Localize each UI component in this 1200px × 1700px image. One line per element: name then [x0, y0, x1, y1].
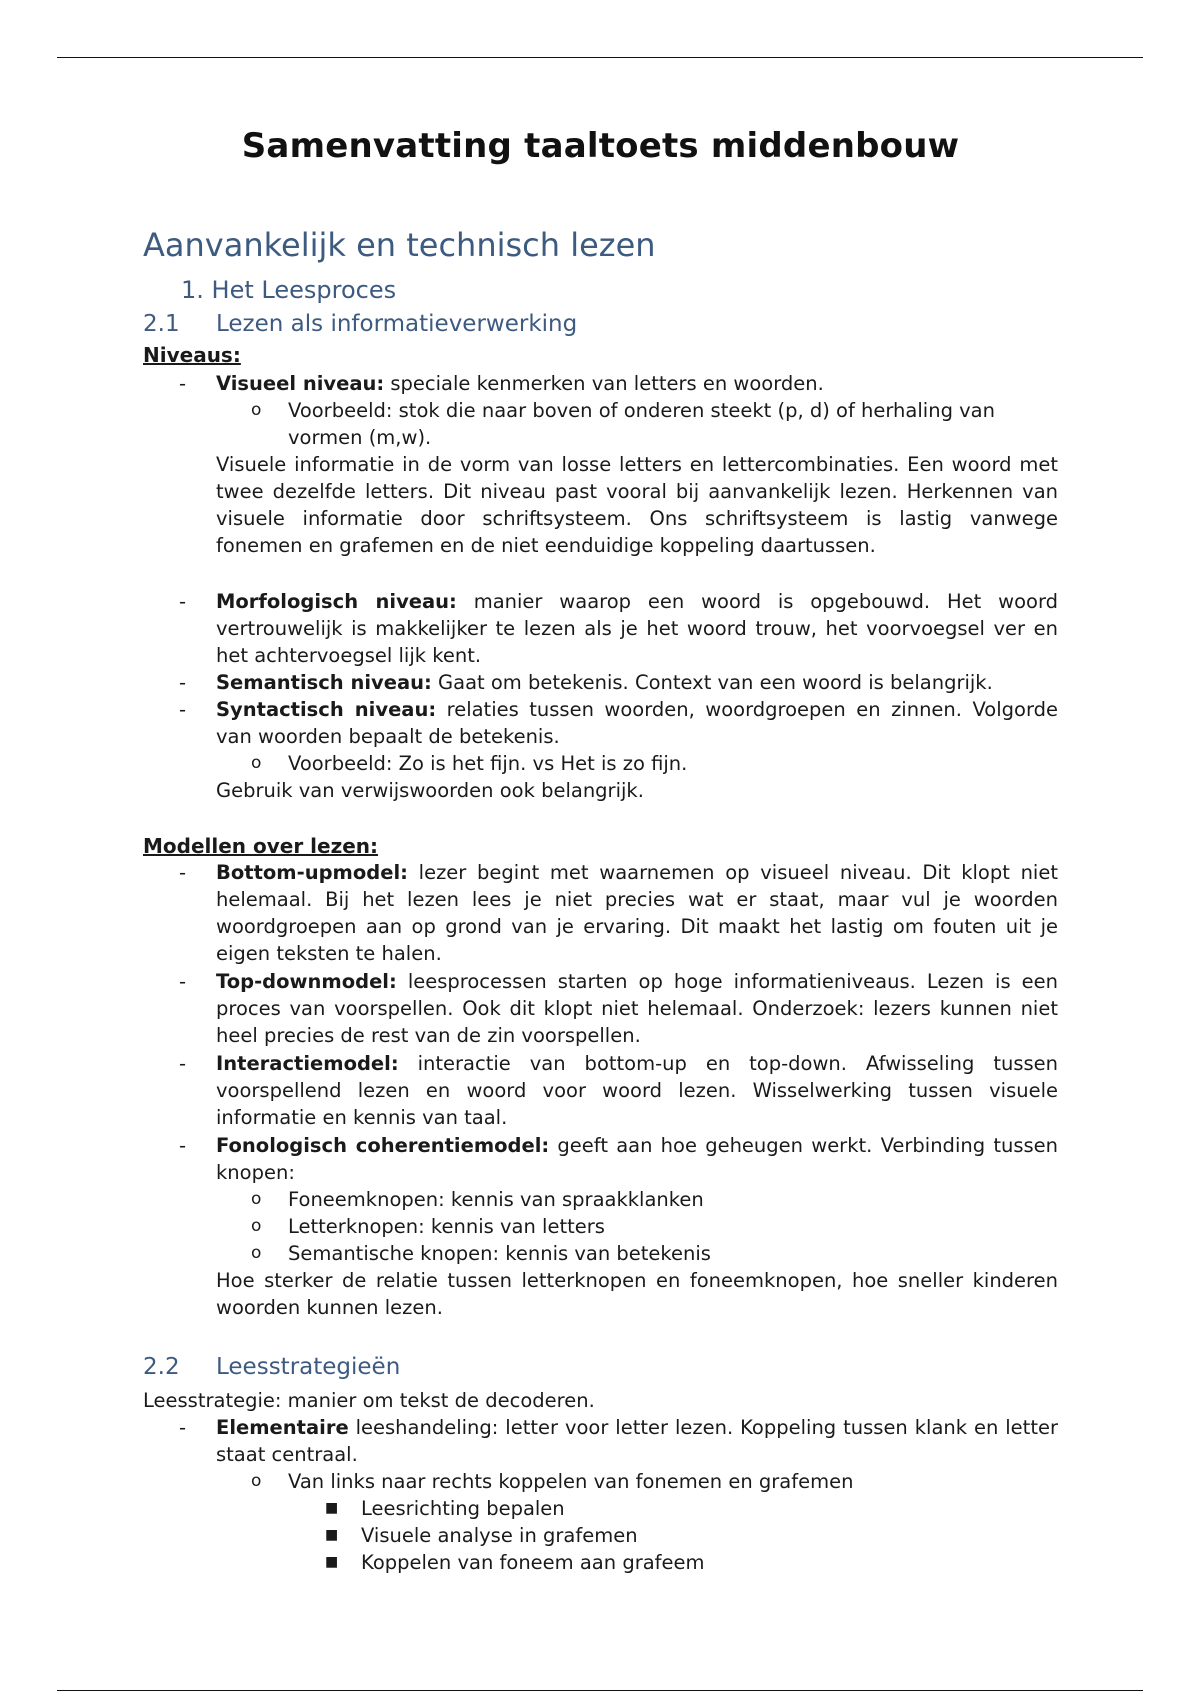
list-item-knoop: Semantische knopen: kennis van betekenis [288, 1242, 711, 1265]
paragraph-fonologisch-extra: Hoe sterker de relatie tussen letterknopen en foneemknopen, hoe sneller kinderen woorden kunnen lezen. [216, 1269, 1058, 1319]
bullet-dash: - [179, 970, 187, 993]
document-title: Samenvatting taaltoets middenbouw [241, 126, 960, 166]
list-item-step: Leesrichting bepalen [361, 1497, 565, 1520]
term: Elementaire [216, 1416, 349, 1439]
bullet-dash: - [179, 698, 187, 721]
list-item-fonologisch [216, 1132, 1058, 1186]
list-item-knoop: Foneemknopen: kennis van spraakklanken [288, 1188, 704, 1211]
paragraph-visueel-extra: Visuele informatie in de vorm van losse letters en lettercombinaties. Een woord met twee dezelfde letters. Dit niveau past vooral bij aanvankelijk lezen. Herkennen van visuele informatie door schriftsysteem. Ons schriftsysteem is lastig vanwege fonemen en grafemen en de niet eenduidige koppeling daartussen. [216, 453, 1058, 557]
term: Morfologisch niveau: [216, 590, 457, 613]
term: Top-downmodel: [216, 970, 397, 993]
section-title: Leesstrategieën [216, 1354, 401, 1380]
definition: relaties tussen woorden, woordgroepen en zinnen. Volgorde van woorden bepaalt de betekenis. [216, 698, 1058, 748]
niveaus-label: Niveaus: [143, 343, 241, 367]
definition: lezer begint met waarnemen op visueel niveau. Dit klopt niet helemaal. Bij het lezen lees je niet precies wat er staat, maar vul je woorden woordgroepen aan op grond van je ervaring. Dit maakt het lastig om fouten uit je eigen teksten te halen. [216, 861, 1058, 965]
bullet-square: ■ [325, 1527, 339, 1543]
term: Fonologisch coherentiemodel: [216, 1134, 550, 1157]
section-number: 2.1 [143, 311, 180, 337]
section-heading-2-2 [143, 1354, 400, 1380]
term: Visueel niveau: [216, 372, 385, 395]
strategie-intro: Leesstrategie: manier om tekst de decoderen. [143, 1389, 595, 1412]
bullet-circle: o [251, 1216, 262, 1236]
bullet-square: ■ [325, 1500, 339, 1516]
list-item-knoop: Letterknopen: kennis van letters [288, 1215, 605, 1238]
bottom-rule [57, 1690, 1143, 1691]
bullet-circle: o [251, 1243, 262, 1263]
list-item-step: Koppelen van foneem aan grafeem [361, 1551, 705, 1574]
bullet-circle: o [251, 753, 262, 773]
list-item-bottomup [216, 859, 1058, 967]
term: Bottom-upmodel: [216, 861, 408, 884]
definition: speciale kenmerken van letters en woorden. [384, 372, 824, 395]
bullet-dash: - [179, 671, 187, 694]
bullet-dash: - [179, 1416, 187, 1439]
list-item-syntactisch [216, 696, 1058, 750]
term: Semantisch niveau: [216, 671, 432, 694]
paragraph-syntactisch-extra: Gebruik van verwijswoorden ook belangrijk. [216, 779, 644, 802]
list-item-step: Visuele analyse in grafemen [361, 1524, 638, 1547]
section-heading-1: 1. Het Leesproces [181, 276, 397, 304]
modellen-label: Modellen over lezen: [143, 834, 379, 858]
definition: Gaat om betekenis. Context van een woord is belangrijk. [431, 671, 993, 694]
bullet-dash: - [179, 1134, 187, 1157]
list-item-interactie [216, 1050, 1058, 1131]
definition: leeshandeling: letter voor letter lezen. Koppeling tussen klank en letter staat centraal. [216, 1416, 1058, 1466]
term: Interactiemodel: [216, 1052, 399, 1075]
section-title: Lezen als informatieverwerking [216, 311, 578, 337]
bullet-dash: - [179, 1052, 187, 1075]
list-item-example: Voorbeeld: stok die naar boven of onderen steekt (p, d) of herhaling van vormen (m,w). [288, 399, 995, 449]
list-item-topdown [216, 968, 1058, 1049]
list-item-morfologisch [216, 588, 1058, 669]
list-item-semantisch [216, 669, 1058, 696]
list-item-example: Voorbeeld: Zo is het fijn. vs Het is zo fijn. [288, 752, 688, 775]
chapter-heading: Aanvankelijk en technisch lezen [143, 226, 656, 264]
bullet-dash: - [179, 372, 187, 395]
bullet-circle: o [251, 400, 262, 420]
definition: manier waarop een woord is opgebouwd. Het woord vertrouwelijk is makkelijker te lezen als je het woord trouw, het voorvoegsel ver en het achtervoegsel lijk kent. [216, 590, 1058, 667]
bullet-dash: - [179, 861, 187, 884]
section-number: 2.2 [143, 1354, 180, 1380]
top-rule [57, 57, 1143, 58]
list-item-elementaire-sub: Van links naar rechts koppelen van fonemen en grafemen [288, 1470, 854, 1493]
definition: leesprocessen starten op hoge informatieniveaus. Lezen is een proces van voorspellen. Ook dit klopt niet helemaal. Onderzoek: lezers kunnen niet heel precies de rest van de zin voorspellen. [216, 970, 1058, 1047]
list-item-visueel [216, 370, 1058, 397]
definition: interactie van bottom-up en top-down. Afwisseling tussen voorspellend lezen en woord voor woord lezen. Wisselwerking tussen visuele informatie en kennis van taal. [216, 1052, 1058, 1129]
bullet-circle: o [251, 1471, 262, 1491]
section-heading-2-1 [143, 311, 577, 337]
list-item-elementaire [216, 1414, 1058, 1468]
term: Syntactisch niveau: [216, 698, 437, 721]
bullet-dash: - [179, 590, 187, 613]
bullet-square: ■ [325, 1554, 339, 1570]
definition: geeft aan hoe geheugen werkt. Verbinding tussen knopen: [216, 1134, 1058, 1184]
bullet-circle: o [251, 1189, 262, 1209]
